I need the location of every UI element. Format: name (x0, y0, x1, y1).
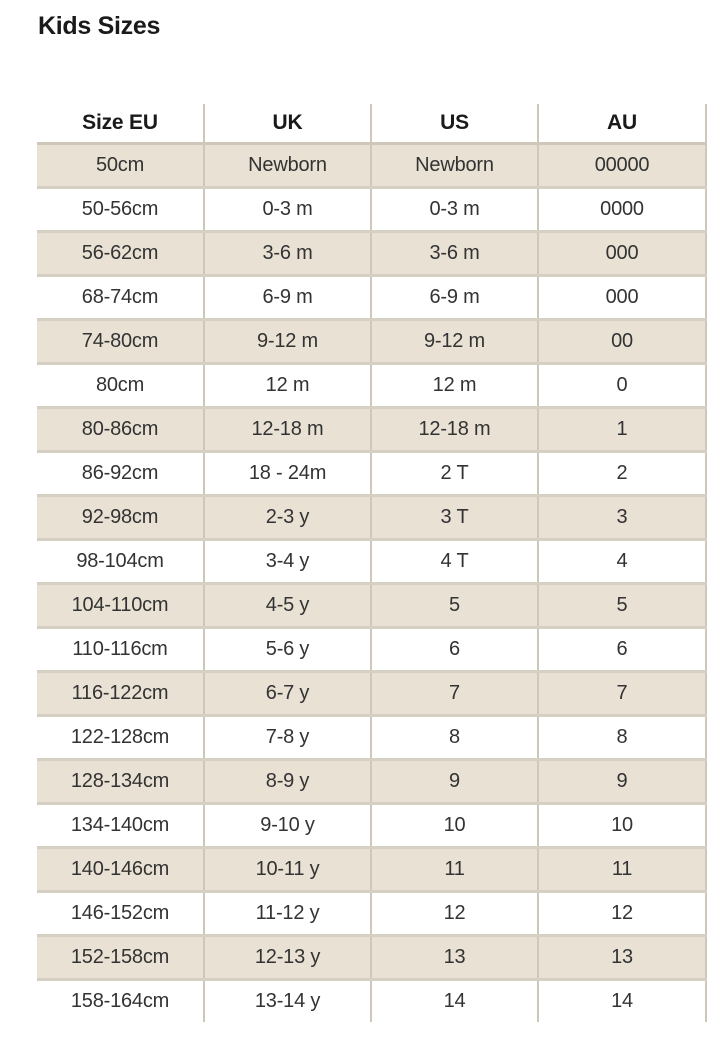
table-header-row (37, 104, 706, 144)
cell-au: 9 (538, 760, 706, 804)
table-row (37, 628, 706, 672)
cell-size-eu: 80-86cm (37, 408, 204, 452)
cell-uk: 12-13 y (204, 936, 371, 980)
cell-uk: 9-10 y (204, 804, 371, 848)
cell-size-eu: 146-152cm (37, 892, 204, 936)
cell-uk: 12 m (204, 364, 371, 408)
cell-size-eu: 86-92cm (37, 452, 204, 496)
cell-us: 12 (371, 892, 538, 936)
header-us: US (371, 104, 538, 144)
cell-au: 2 (538, 452, 706, 496)
cell-us: 3 T (371, 496, 538, 540)
table-row (37, 452, 706, 496)
table-row (37, 408, 706, 452)
cell-au: 7 (538, 672, 706, 716)
table-row (37, 892, 706, 936)
cell-uk: 12-18 m (204, 408, 371, 452)
cell-size-eu: 116-122cm (37, 672, 204, 716)
table-row (37, 672, 706, 716)
cell-uk: 11-12 y (204, 892, 371, 936)
cell-au: 3 (538, 496, 706, 540)
cell-size-eu: 128-134cm (37, 760, 204, 804)
table-body (37, 144, 706, 1023)
cell-size-eu: 122-128cm (37, 716, 204, 760)
cell-us: Newborn (371, 144, 538, 188)
table-row (37, 188, 706, 232)
cell-uk: 13-14 y (204, 980, 371, 1023)
cell-size-eu: 50-56cm (37, 188, 204, 232)
cell-au: 6 (538, 628, 706, 672)
table-row (37, 232, 706, 276)
cell-uk: 10-11 y (204, 848, 371, 892)
cell-uk: 5-6 y (204, 628, 371, 672)
cell-au: 12 (538, 892, 706, 936)
cell-uk: 3-6 m (204, 232, 371, 276)
table-row (37, 320, 706, 364)
cell-size-eu: 68-74cm (37, 276, 204, 320)
table-row (37, 716, 706, 760)
size-chart-table (37, 104, 707, 1022)
cell-uk: 0-3 m (204, 188, 371, 232)
cell-us: 8 (371, 716, 538, 760)
table-row (37, 540, 706, 584)
cell-size-eu: 50cm (37, 144, 204, 188)
cell-au: 000 (538, 276, 706, 320)
cell-us: 6-9 m (371, 276, 538, 320)
table-row (37, 848, 706, 892)
cell-au: 8 (538, 716, 706, 760)
cell-uk: 8-9 y (204, 760, 371, 804)
table-row (37, 584, 706, 628)
cell-us: 0-3 m (371, 188, 538, 232)
cell-size-eu: 110-116cm (37, 628, 204, 672)
header-uk: UK (204, 104, 371, 144)
cell-au: 14 (538, 980, 706, 1023)
cell-au: 1 (538, 408, 706, 452)
cell-size-eu: 74-80cm (37, 320, 204, 364)
cell-au: 10 (538, 804, 706, 848)
table-row (37, 364, 706, 408)
cell-us: 3-6 m (371, 232, 538, 276)
cell-us: 12-18 m (371, 408, 538, 452)
cell-us: 13 (371, 936, 538, 980)
cell-uk: 7-8 y (204, 716, 371, 760)
cell-uk: Newborn (204, 144, 371, 188)
cell-us: 9 (371, 760, 538, 804)
header-au: AU (538, 104, 706, 144)
table-row (37, 936, 706, 980)
table-row (37, 496, 706, 540)
cell-uk: 4-5 y (204, 584, 371, 628)
cell-us: 14 (371, 980, 538, 1023)
table-row (37, 144, 706, 188)
cell-uk: 6-9 m (204, 276, 371, 320)
cell-uk: 3-4 y (204, 540, 371, 584)
cell-au: 000 (538, 232, 706, 276)
cell-size-eu: 92-98cm (37, 496, 204, 540)
table-row (37, 980, 706, 1023)
cell-us: 7 (371, 672, 538, 716)
cell-au: 0000 (538, 188, 706, 232)
cell-uk: 18 - 24m (204, 452, 371, 496)
cell-uk: 9-12 m (204, 320, 371, 364)
cell-au: 5 (538, 584, 706, 628)
cell-size-eu: 140-146cm (37, 848, 204, 892)
cell-us: 6 (371, 628, 538, 672)
cell-au: 0 (538, 364, 706, 408)
cell-size-eu: 56-62cm (37, 232, 204, 276)
cell-us: 2 T (371, 452, 538, 496)
table-row (37, 804, 706, 848)
cell-uk: 6-7 y (204, 672, 371, 716)
cell-us: 10 (371, 804, 538, 848)
table-row (37, 276, 706, 320)
cell-au: 00 (538, 320, 706, 364)
cell-au: 13 (538, 936, 706, 980)
cell-size-eu: 134-140cm (37, 804, 204, 848)
table-row (37, 760, 706, 804)
header-size-eu: Size EU (37, 104, 204, 144)
cell-us: 9-12 m (371, 320, 538, 364)
cell-au: 4 (538, 540, 706, 584)
cell-size-eu: 104-110cm (37, 584, 204, 628)
cell-us: 12 m (371, 364, 538, 408)
cell-size-eu: 158-164cm (37, 980, 204, 1023)
cell-us: 5 (371, 584, 538, 628)
cell-us: 4 T (371, 540, 538, 584)
cell-size-eu: 152-158cm (37, 936, 204, 980)
cell-size-eu: 80cm (37, 364, 204, 408)
cell-us: 11 (371, 848, 538, 892)
cell-uk: 2-3 y (204, 496, 371, 540)
cell-au: 11 (538, 848, 706, 892)
cell-size-eu: 98-104cm (37, 540, 204, 584)
cell-au: 00000 (538, 144, 706, 188)
page-title: Kids Sizes (38, 12, 161, 40)
